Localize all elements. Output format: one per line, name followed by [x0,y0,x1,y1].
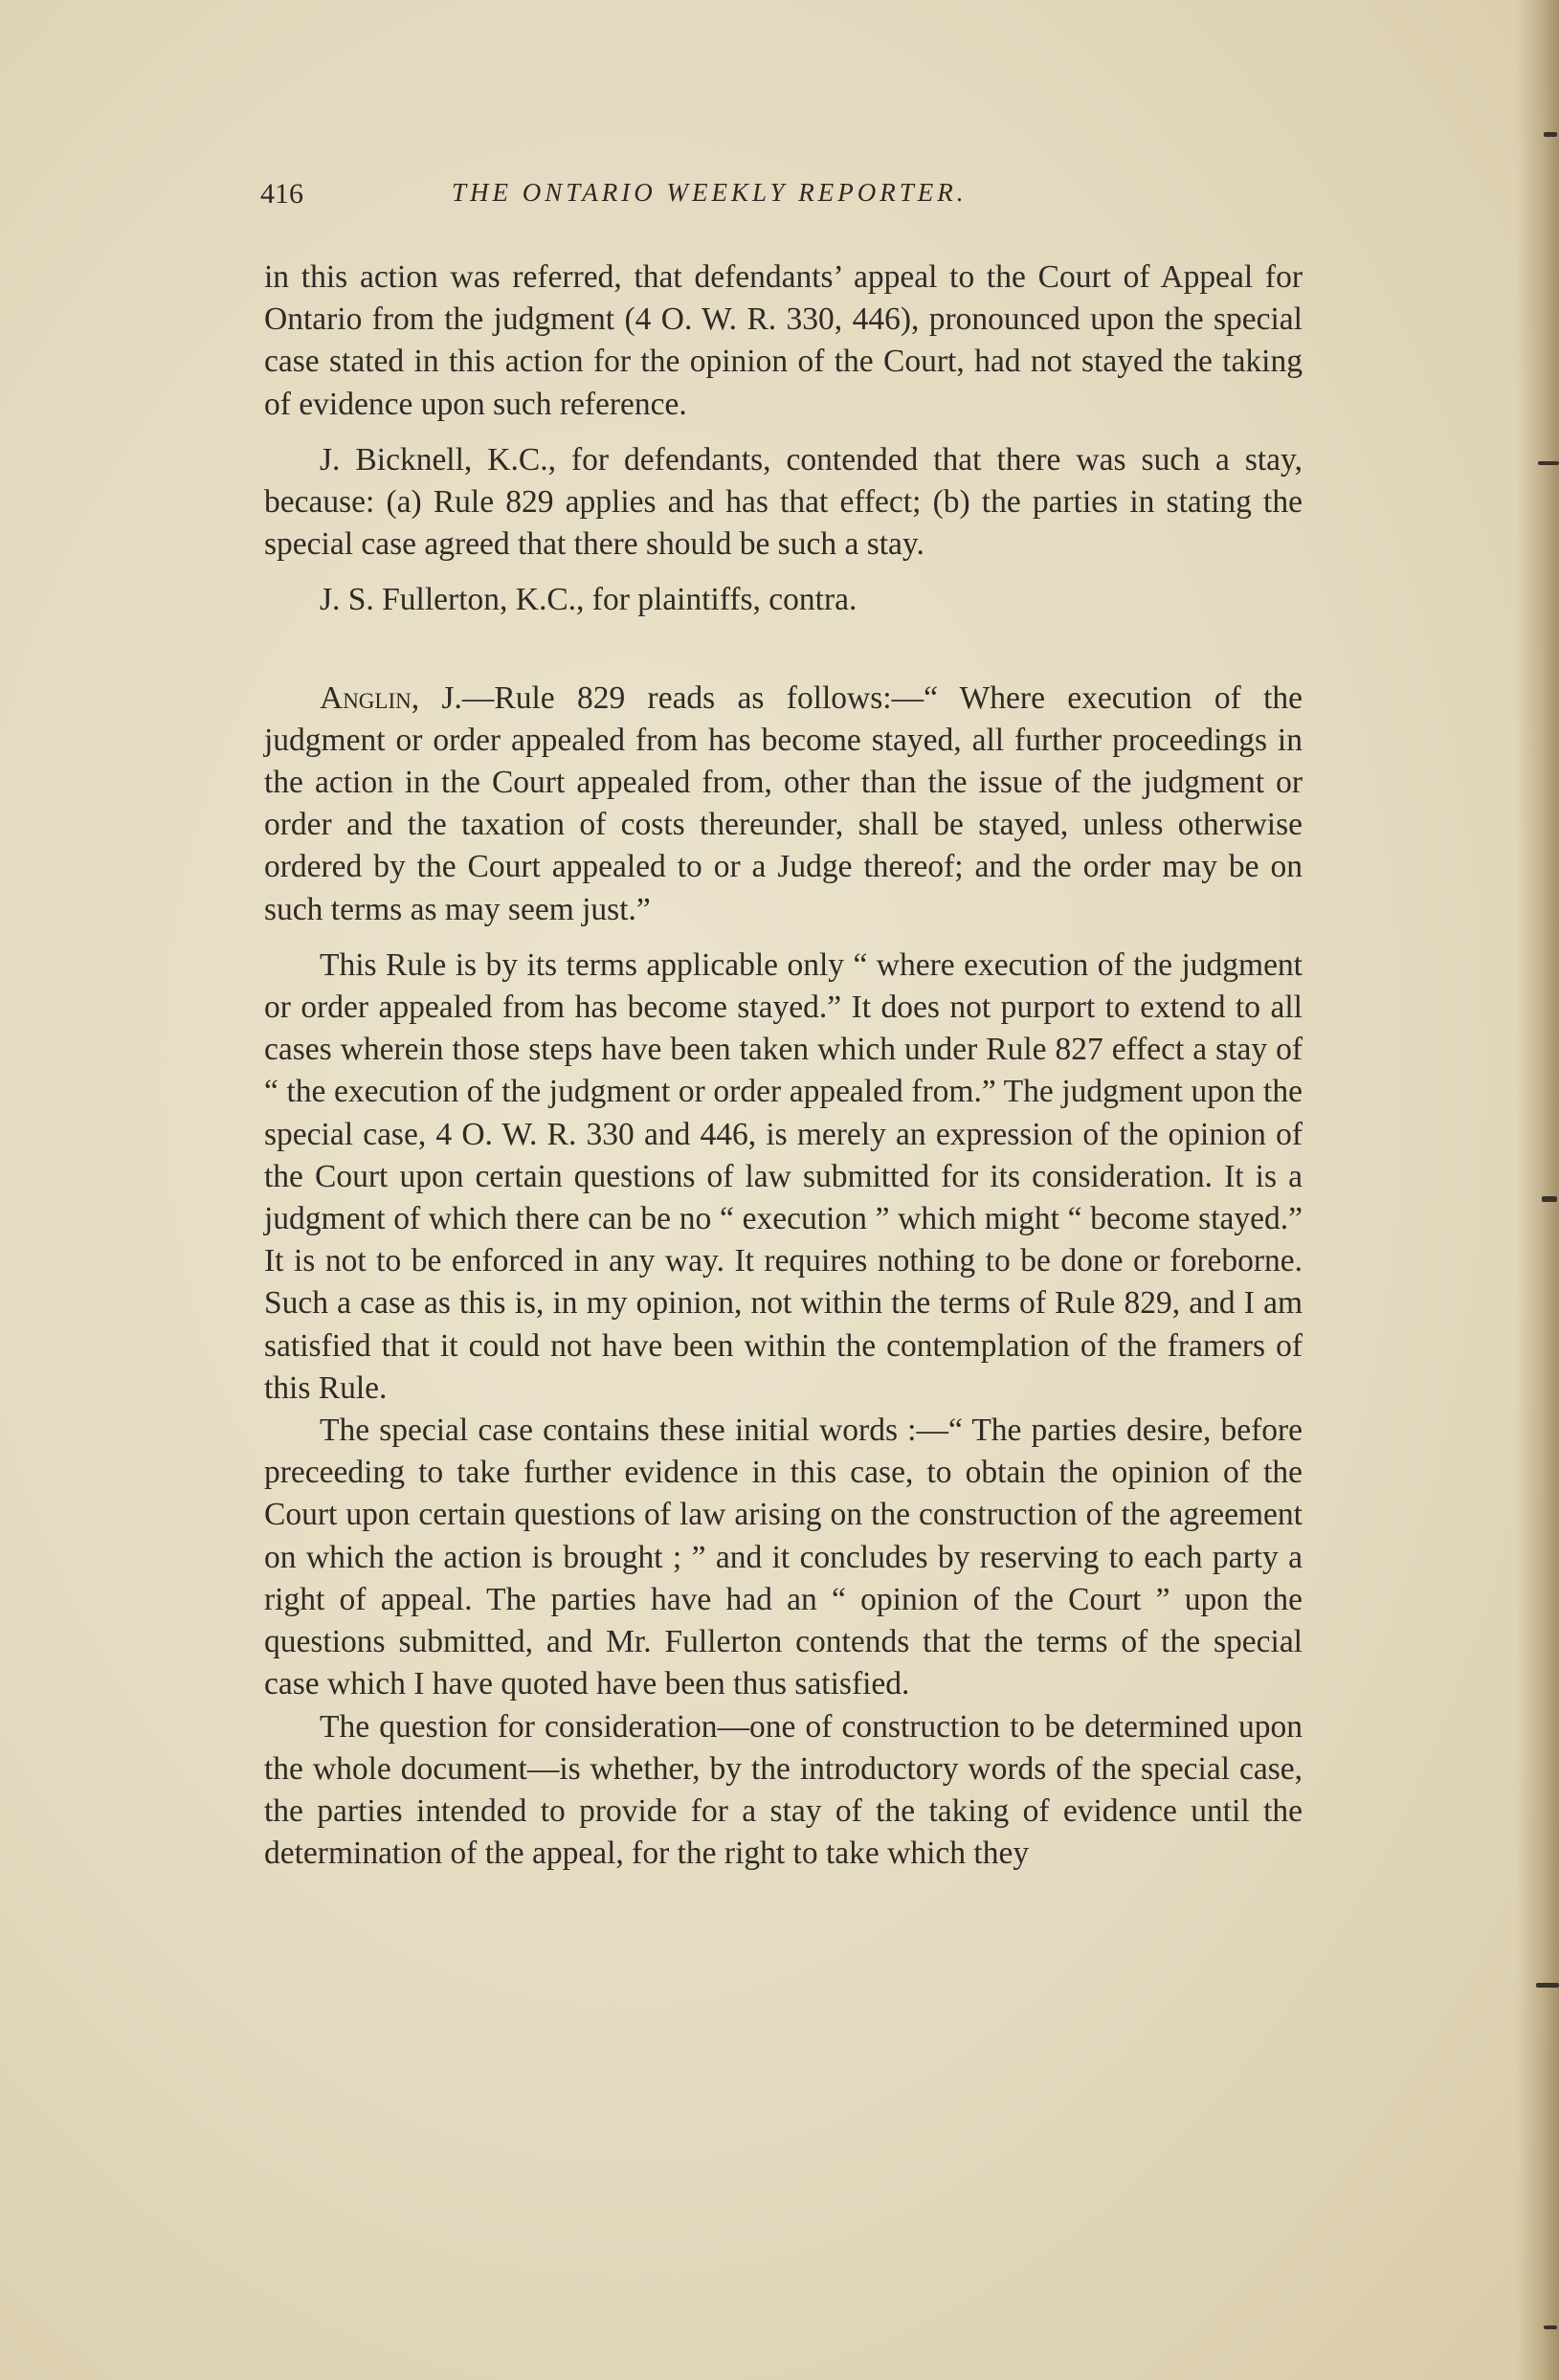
paragraph: The special case contains these initial words :—“ The parties desire, before preceeding to take further evidence in this case, to obtain the opinion of the Court upon certain questions of law arising on the construction of the agreement on which the action is brought ; ” and it concludes by reserving to each party a right of appeal. The parties have had an “ opinion of the Court ” upon the questions submitted, and Mr. Fullerton contends that the terms of the special case which I have quoted have been thus satisfied. [264,1412,1303,1702]
paragraph: The question for consideration—one of construction to be determined upon the whole document—is whether, by the introductory words of the special case, the parties intended to provide for a stay of the taking of evidence until the determination of the appeal, for the right to take which they [264,1708,1303,1872]
paragraph: This Rule is by its terms applicable only “ where execution of the judgment or order appealed from has become stayed.” It does not purport to extend to all cases wherein those steps have been taken which under Rule 827 effect a stay of “ the execution of the judgment or order appealed from.” The judgment upon the special case, 4 O. W. R. 330 and 446, is merely an expression of the opinion of the Court upon certain questions of law submitted for its consideration. It is a judgment of which there can be no “ execution ” which might “ become stayed.” It is not to be enforced in any way. It requires nothing to be done or foreborne. Such a case as this is, in my opinion, not within the terms of Rule 829, and I am satisfied that it could not have been within the contemplation of the framers of this Rule. [264,946,1303,1406]
running-head: THE ONTARIO WEEKLY REPORTER. [452,178,968,207]
paragraph [264,678,1303,931]
margin-mark [1542,1196,1557,1202]
paragraph-text: —Rule 829 reads as follows:—“ Where execution of the judgment or order appealed from has become stayed, all further proceedings in the action in the Court appealed from, other than the issue of the judgment or order and the taxation of costs thereunder, shall be stayed, unless otherwise ordered by the Court appealed to or a Judge thereof; and the order may be on such terms as may seem just.” [264,679,1303,927]
margin-mark [1544,2325,1557,2329]
judge-name: Anglin, J. [320,679,462,716]
paragraph: in this action was referred, that defendants’ appeal to the Court of Appeal for Ontario from the judgment (4 O. W. R. 330, 446), pronounced upon the special case stated in this action for the opinion of the Court, had not stayed the taking of evidence upon such reference. [264,259,1303,422]
page-edge-shadow [1517,0,1559,2380]
paragraph: J. Bicknell, K.C., for defendants, contended that there was such a stay, because: (a) Rule 829 applies and has that effect; (b) the parties in stating the special case agreed that there should be such a stay. [264,441,1303,563]
page-header [260,178,1313,216]
margin-mark [1536,1983,1559,1988]
margin-mark [1544,132,1557,137]
paragraph: J. S. Fullerton, K.C., for plaintiffs, contra. [320,582,857,618]
margin-mark [1538,461,1559,465]
page-number: 416 [260,178,303,210]
body-text [264,256,1303,1875]
